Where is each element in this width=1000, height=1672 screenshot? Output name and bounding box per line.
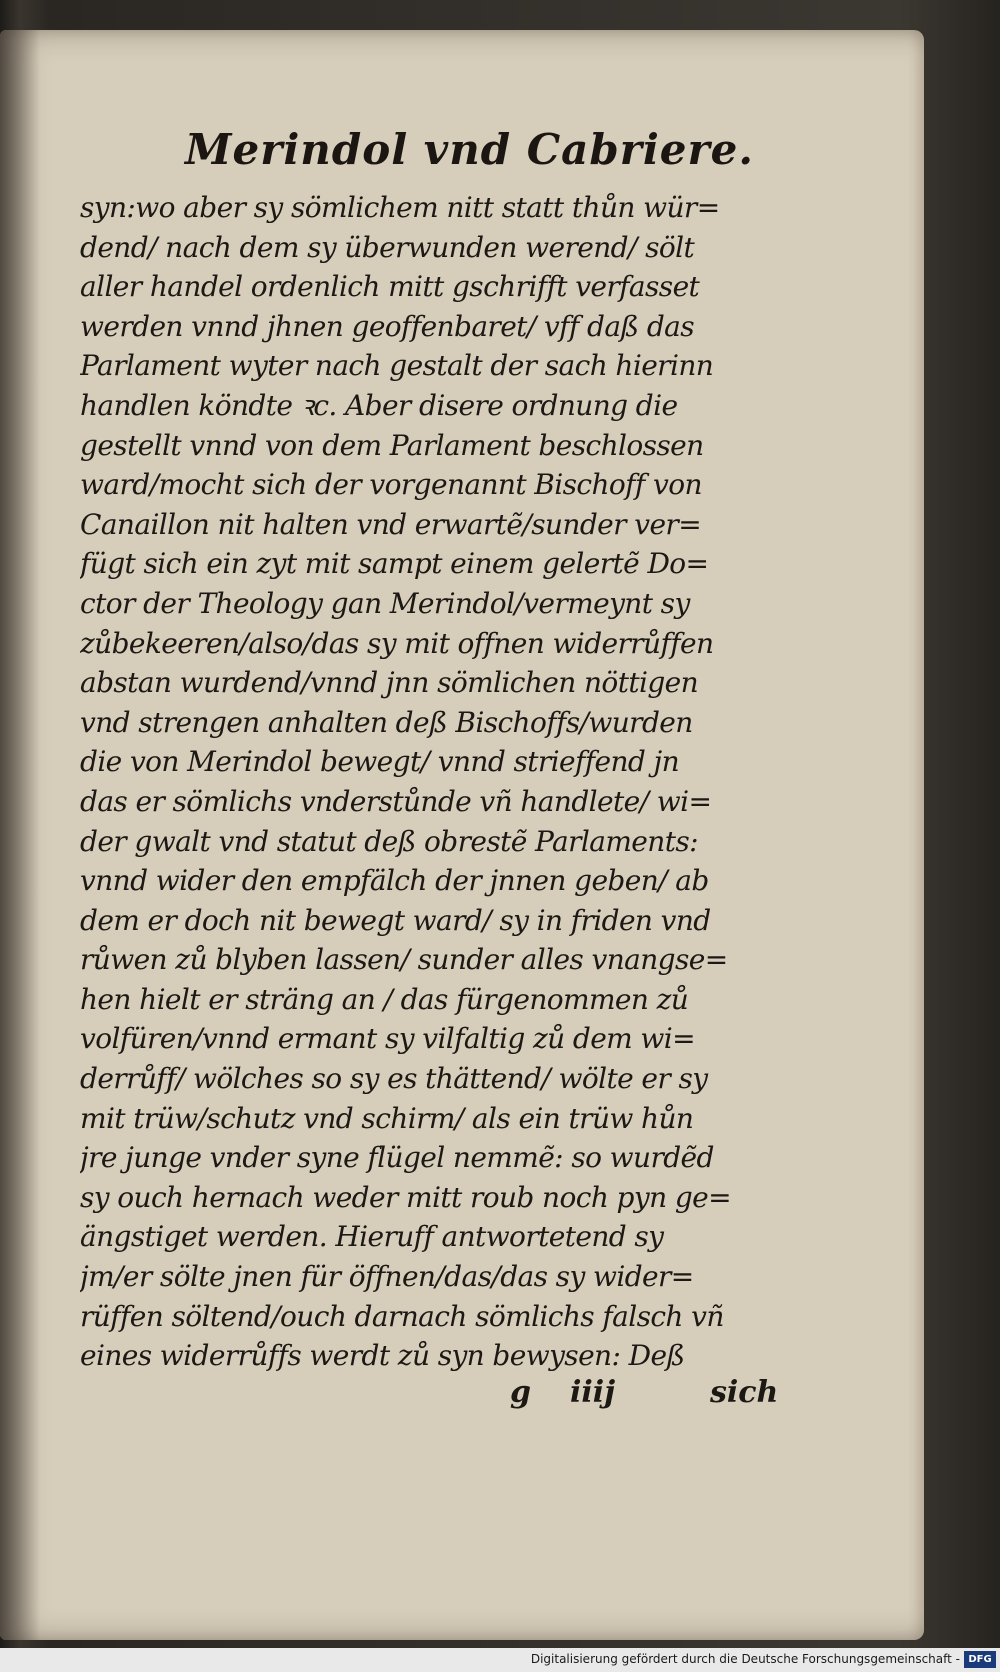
text-line: aller handel ordenlich mitt gschrifft verfasset xyxy=(80,270,700,304)
text-line: dem er doch nit bewegt ward/ sy in friden vnd xyxy=(80,903,711,937)
folio-number: iiij xyxy=(570,1375,616,1410)
funding-credit: Digitalisierung gefördert durch die Deutsche Forschungsgemeinschaft - xyxy=(530,1652,960,1666)
text-line: der gwalt vnd statut deß obrestẽ Parlaments: xyxy=(80,824,698,858)
text-line: zůbekeeren/also/das sy mit offnen widerrůffen xyxy=(80,626,714,660)
text-line: ctor der Theology gan Merindol/vermeynt sy xyxy=(80,586,690,620)
text-line: rüffen söltend/ouch darnach sömlichs falsch vñ xyxy=(80,1299,724,1333)
text-line: Canaillon nit halten vnd erwartẽ/sunder ver= xyxy=(80,507,702,541)
catchword: sich xyxy=(710,1375,779,1410)
text-line: dend/ nach dem sy überwunden werend/ sölt xyxy=(80,230,695,264)
text-line: ängstiget werden. Hieruff antwortetend sy xyxy=(80,1220,664,1254)
text-line: syn:wo aber sy sömlichem nitt statt thůn wür= xyxy=(80,191,720,224)
text-line: Parlament wyter nach gestalt der sach hierinn xyxy=(80,349,714,383)
text-line: růwen zů blyben lassen/ sunder alles vnangse= xyxy=(80,943,728,977)
text-line: vnnd wider den empfälch der jnnen geben/ ab xyxy=(80,864,709,898)
text-line: vnd strengen anhalten deß Bischoffs/wurden xyxy=(80,705,693,739)
text-line: jre junge vnder syne flügel nemmẽ: so wurdẽd xyxy=(80,1141,714,1175)
text-line: handlen köndte ꝛc. Aber disere ordnung die xyxy=(80,388,678,422)
text-line: gestellt vnnd von dem Parlament beschlossen xyxy=(80,428,704,462)
dfg-logo-icon: DFG xyxy=(964,1651,996,1668)
text-line: werden vnnd jhnen geoffenbaret/ vff daß das xyxy=(80,309,695,343)
text-line: hen hielt er sträng an / das fürgenommen zů xyxy=(80,982,689,1016)
book-page xyxy=(0,30,924,1640)
signature-mark: g xyxy=(510,1375,531,1410)
text-line: ward/mocht sich der vorgenannt Bischoff von xyxy=(80,468,702,502)
text-line: fügt sich ein zyt mit sampt einem gelertẽ Do= xyxy=(80,547,709,581)
text-line: das er sömlichs vnderstůnde vñ handlete/ wi= xyxy=(80,784,712,818)
text-line: die von Merindol bewegt/ vnnd strieffend jn xyxy=(80,745,680,779)
attribution-bar xyxy=(0,1648,1000,1672)
text-line: derrůff/ wölches so sy es thättend/ wölte er sy xyxy=(80,1062,708,1096)
text-line: jm/er sölte jnen für öffnen/das/das sy wider= xyxy=(80,1260,694,1294)
text-line: eines widerrůffs werdt zů syn bewysen: Deß xyxy=(80,1339,685,1373)
text-line: mit trüw/schutz vnd schirm/ als ein trüw hůn xyxy=(80,1101,694,1135)
text-line: volfüren/vnnd ermant sy vilfaltig zů dem wi= xyxy=(80,1022,696,1056)
running-header: Merindol vnd Cabriere. xyxy=(185,125,755,174)
text-line: abstan wurdend/vnnd jnn sömlichen nöttigen xyxy=(80,666,699,700)
text-line: sy ouch hernach weder mitt roub noch pyn ge= xyxy=(80,1180,731,1214)
body-text xyxy=(80,188,780,1376)
